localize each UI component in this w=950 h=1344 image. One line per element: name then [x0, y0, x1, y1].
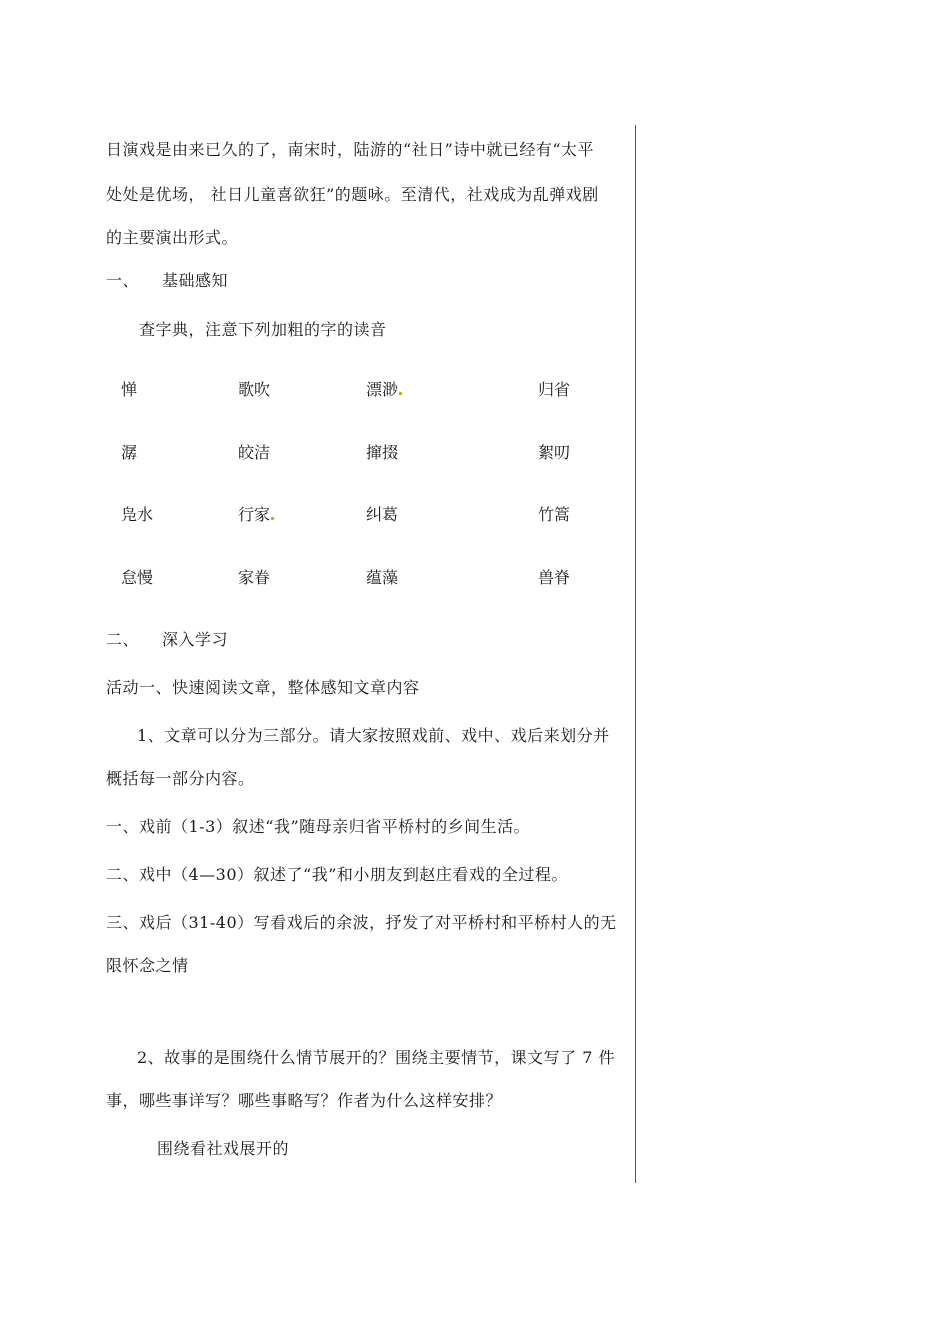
- vocab-word: 凫水: [121, 505, 154, 524]
- question2-line-2: 事，哪些事详写？哪些事略写？作者为什么这样安排？: [106, 1091, 503, 1110]
- intro-line-2: 处处是优场， 社日儿童喜欲狂”的题咏。至清代，社戏成为乱弹戏剧: [106, 185, 599, 204]
- vocab-word: 漂渺: [366, 380, 403, 400]
- part-during-show: 二、戏中（4—30）叙述了“我”和小朋友到赵庄看戏的全过程。: [106, 865, 568, 884]
- vocab-word: 归省: [538, 380, 571, 399]
- activity-heading: 活动一、快速阅读文章，整体感知文章内容: [106, 678, 420, 697]
- section1-number: 一、: [106, 271, 140, 290]
- question1-line-2: 概括每一部分内容。: [106, 769, 255, 788]
- vocab-word: 兽脊: [538, 568, 571, 587]
- vocab-word: 怠慢: [121, 568, 154, 587]
- vocab-word: 絮叨: [538, 443, 571, 462]
- question2-line-1: 2、故事的是围绕什么情节展开的？围绕主要情节，课文写了 7 件: [137, 1048, 616, 1067]
- margin-rule: [635, 125, 636, 1183]
- vocab-word: 皎洁: [238, 443, 271, 462]
- question1-line-1: 1、文章可以分为三部分。请大家按照戏前、戏中、戏后来划分并: [137, 726, 610, 745]
- part-before-show: 一、戏前（1-3）叙述“我”随母亲归省平桥村的乡间生活。: [106, 817, 531, 836]
- vocab-word: 行家: [238, 505, 275, 525]
- part-after-show-line-1: 三、戏后（31-40）写看戏后的余波，抒发了对平桥村和平桥村人的无: [106, 913, 617, 932]
- section2-number: 二、: [106, 630, 140, 649]
- vocab-word: 潺: [121, 443, 138, 462]
- annotation-mark: [271, 517, 274, 520]
- section1-instruction: 查字典，注意下列加粗的字的读音: [139, 320, 387, 339]
- vocab-word: 竹篙: [538, 505, 571, 524]
- intro-line-3: 的主要演出形式。: [106, 228, 239, 247]
- vocab-word: 纠葛: [366, 505, 399, 524]
- answer-text: 围绕看社戏展开的: [157, 1139, 290, 1158]
- section1-title: 基础感知: [162, 271, 229, 290]
- vocab-word: 蕴藻: [366, 568, 399, 587]
- part-after-show-line-2: 限怀念之情: [106, 956, 189, 975]
- intro-line-1: 日演戏是由来已久的了，南宋时，陆游的“社日”诗中就已经有“太平: [106, 140, 595, 159]
- annotation-mark: [399, 392, 402, 395]
- vocab-word: 撺掇: [366, 443, 399, 462]
- vocab-word: 歌吹: [238, 380, 271, 399]
- section2-title: 深入学习: [162, 630, 229, 649]
- vocab-word: 家眷: [238, 568, 271, 587]
- vocab-word: 惮: [121, 380, 138, 399]
